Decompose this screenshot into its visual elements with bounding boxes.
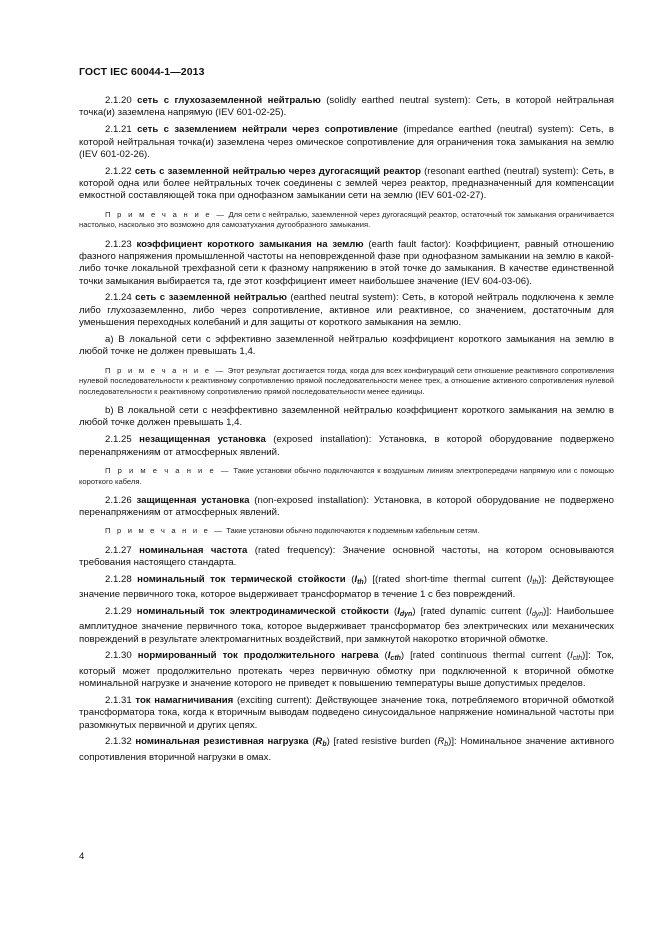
- page-number: 4: [79, 851, 85, 862]
- english-term: [rated dynamic current (: [420, 605, 530, 617]
- english-term-end: )]:: [538, 573, 547, 585]
- definition-paragraph: [79, 495, 614, 520]
- definition-text: Номинальное значение активного сопротивления вторичной нагрузки в омах.: [79, 736, 615, 763]
- definition-paragraph: 2.1.28 номинальный ток термической стойкости $(I_{th})$ [(rated short-time thermal current $(I_{th})$]: Действующее значение первичного тока, которое выдерживает трансформатор в течение 1 с без повреждений.: [79, 573, 614, 601]
- english-term: (resonant earthed (neutral) system):: [424, 165, 579, 177]
- term-name: сеть с глухозаземленной нейтралью: [137, 95, 321, 106]
- term-symbol: [354, 574, 363, 585]
- clause-number: 2.1.30: [105, 650, 132, 662]
- definition-text: Сеть, в которой нейтраль подключена к земле либо глухозаземленно, либо через сопротивление, активное или реактивное, со значением, достаточным для уменьшения переходных колебаний и для защиты от короткого замыкания на землю.: [79, 292, 614, 329]
- english-term: (exciting current):: [236, 694, 313, 706]
- list-item-paragraph: [79, 405, 614, 430]
- symbol-letter: I: [529, 573, 533, 585]
- note-paragraph: [79, 466, 614, 487]
- symbol-subscript: dyn: [531, 610, 544, 618]
- term-name: незащищенная установка: [139, 434, 266, 446]
- english-symbol: [529, 606, 543, 617]
- english-symbol: [570, 650, 582, 661]
- english-term: [(rated short-time thermal current (: [372, 573, 530, 585]
- symbol-subscript: cth: [572, 655, 583, 663]
- note-label: П р и м е ч а н и е —: [105, 209, 227, 219]
- definition-text: Ток, который может продолжительно протекать через первичную обмотку при подключенной к вторичной обмотке номинальной нагрузке и значение которого не приведет к повышению температуры выше допустимых пределов.: [79, 650, 614, 690]
- document-header: ГОСТ IEC 60044-1—2013: [79, 66, 205, 78]
- definition-text: Действующее значение тока, потребляемого вторичной обмоткой трансформатора тока, когда к вторичным выводам подведено синусоидальное напряжение номинальной частоты при разомкнутых первичной и других цепях.: [79, 694, 615, 731]
- symbol-subscript: dyn: [399, 610, 413, 618]
- document-body: [79, 95, 614, 768]
- term-name: сеть с заземлением нейтрали через сопротивление: [137, 124, 398, 136]
- clause-number: 2.1.25: [105, 434, 132, 446]
- clause-number: 2.1.29: [105, 605, 132, 617]
- english-term: (solidly earthed neutral system):: [326, 95, 471, 106]
- symbol-subscript: b: [322, 741, 327, 749]
- definition-paragraph: [79, 239, 614, 289]
- term-name: номинальная частота: [139, 544, 248, 556]
- definition-paragraph: 2.1.32 номинальная резистивная нагрузка $(R_b)$ [rated resistive burden $(R_b)$]: Номинальное значение активного сопротивления вторичной нагрузки в омах.: [79, 736, 615, 763]
- note-text: Для сети с нейтралью, заземленной через дугогасящий реактор, остаточный ток замыкания ограничивается настолько, насколько это возможно для самозатухания дугообразного замыкания.: [79, 209, 614, 230]
- symbol-letter: I: [354, 573, 358, 585]
- term-name: сеть с заземленной нейтралью: [135, 292, 287, 304]
- symbol-letter: I: [570, 650, 573, 662]
- symbol-letter: R: [437, 736, 445, 748]
- definition-paragraph: [79, 695, 614, 732]
- clause-number: 2.1.23: [105, 238, 132, 250]
- clause-number: 2.1.24: [105, 292, 132, 304]
- definition-text: Наибольшее амплитудное значение первичного тока, которое выдерживает трансформатор без электрических или механических повреждений в результате электромагнитных воздействий, при замкнутой накоротко вторичной обмотке.: [79, 605, 615, 645]
- english-term-end: )]:: [543, 605, 552, 617]
- english-term: (earth fault factor):: [368, 238, 451, 250]
- term-symbol: [388, 650, 401, 661]
- english-term: [rated continuous thermal current (: [410, 650, 571, 662]
- definition-text: Коэффициент, равный отношению фазного напряжения промышленной частоты на неповрежденной фазе при однофазном замыкании на землю в какой-либо точке локальной трехфазной сети к фазному напряжению в этой точке до замыкания. В качестве единственной точки замыкания выбирается та, где этот коэффициент имеет наибольшее значение (IEV 604-03-06).: [79, 238, 614, 287]
- clause-number: 2.1.28: [105, 573, 132, 585]
- clause-number: 2.1.31: [105, 694, 132, 706]
- list-item-text: a) В локальной сети с эффективно заземленной нейтралью коэффициент короткого замыкания на землю в любой точке не должен превышать 1,4.: [79, 333, 614, 358]
- term-name: сеть с заземленной нейтралью через дугогасящий реактор: [134, 165, 421, 177]
- term-name: коэффициент короткого замыкания на землю: [136, 238, 364, 250]
- english-term: [rated resistive burden (: [333, 736, 438, 748]
- note-paragraph: [79, 526, 614, 537]
- note-paragraph: [79, 210, 614, 231]
- note-label: П р и м е ч а н и е —: [105, 526, 225, 536]
- clause-number: 2.1.21: [105, 124, 132, 136]
- english-term: (rated frequency):: [254, 544, 336, 556]
- definition-text: Значение основной частоты, на котором основываются требования настоящего стандарта.: [79, 544, 614, 568]
- definition-text: Сеть, в которой нейтральная точка(и) заземлена через омическое сопротивление для ограничения тока замыкания на землю (IEV 601-02-26).: [79, 124, 614, 160]
- term-symbol: [397, 606, 412, 617]
- note-text: Этот результат достигается тогда, когда для всех конфигураций сети отношение реактивного сопротивления нулевой последовательности к реактивному сопротивлению прямой последовательности менее трех, а отношение активного сопротивления нулевой последовательности к реактивному сопротивлению прямой последовательности менее единицы.: [79, 365, 614, 396]
- english-term-end: )]:: [448, 736, 457, 748]
- symbol-letter: I: [387, 650, 391, 662]
- clause-number: 2.1.22: [105, 165, 132, 177]
- definition-text: Сеть, в которой одна или более нейтральных точек соединены с землей через реактор, предназначенный для компенсации емкостной составляющей тока при однофазном замыкании сети на землю (IEV 601-02-27).: [79, 165, 614, 202]
- definition-paragraph: [79, 166, 614, 203]
- term-name: номинальный ток термической стойкости: [137, 573, 346, 585]
- english-symbol: [530, 574, 539, 585]
- definition-paragraph: [79, 292, 614, 329]
- list-item-text: b) В локальной сети с неэффективно заземленной нейтралью коэффициент короткого замыкания на землю в любой точке должен превышать 1,4.: [79, 405, 614, 429]
- definition-paragraph: [79, 434, 614, 459]
- definition-paragraph: 2.1.29 номинальный ток электродинамической стойкости $(I_{dyn})$ [rated dynamic current $(I_{dyn})$]: Наибольшее амплитудное значение первичного тока, которое выдерживает трансформатор без электрических или механических повреждений в результате электромагнитных воздействий, при замкнутой накоротко вторичной обмотке.: [79, 605, 615, 645]
- definition-text: Установка, в которой оборудование подвержено перенапряжениям от атмосферных явлений.: [79, 434, 614, 458]
- definition-paragraph: [79, 545, 614, 570]
- term-name: защищенная установка: [136, 494, 250, 506]
- note-paragraph: [79, 366, 614, 398]
- symbol-letter: I: [529, 605, 532, 617]
- symbol-subscript: b: [444, 741, 449, 749]
- note-label: П р и м е ч а н и е —: [105, 365, 226, 375]
- definition-text: Сеть, в которой нейтральная точка(и) заземлена напрямую (IEV 601-02-25).: [79, 95, 614, 119]
- english-term: (exposed installation):: [273, 434, 372, 446]
- clause-number: 2.1.27: [105, 544, 132, 556]
- english-symbol: [437, 736, 448, 747]
- note-text: Такие установки обычно подключаются к воздушным линиям электропередачи напрямую или с помощью короткого кабеля.: [79, 465, 614, 486]
- english-term-end: )]:: [582, 650, 591, 662]
- term-name: нормированный ток продолжительного нагрева: [137, 650, 379, 662]
- list-item-paragraph: [79, 334, 614, 359]
- symbol-letter: R: [315, 736, 323, 748]
- definition-paragraph: 2.1.30 нормированный ток продолжительного нагрева $(I_{cth})$ [rated continuous thermal current $(I_{cth})$]: Ток, который может продолжительно протекать через первичную обмотку при подключенной к вторичной обмотке номинальной нагрузке и значение которого не приведет к повышению температуры выше допустимых пределов.: [79, 650, 614, 690]
- english-term: (non-exposed installation):: [254, 494, 369, 506]
- clause-number: 2.1.26: [105, 494, 132, 506]
- english-term: (impedance earthed (neutral) system):: [403, 124, 575, 136]
- term-name: номинальная резистивная нагрузка: [135, 736, 309, 748]
- english-term: (earthed neutral system):: [290, 292, 399, 304]
- note-label: П р и м е ч а н и е —: [105, 465, 231, 475]
- definition-paragraph: [79, 95, 614, 120]
- symbol-subscript: th: [532, 578, 539, 586]
- symbol-subscript: cth: [390, 655, 401, 663]
- symbol-letter: I: [397, 605, 400, 617]
- definition-paragraph: [79, 124, 614, 161]
- symbol-subscript: th: [357, 578, 364, 586]
- term-name: ток намагничивания: [135, 694, 234, 706]
- term-name: номинальный ток электродинамической стойкости: [136, 605, 389, 617]
- note-text: Такие установки обычно подключаются к подземным кабельным сетям.: [226, 526, 480, 536]
- term-symbol: [315, 736, 326, 747]
- clause-number: 2.1.20: [105, 95, 132, 106]
- definition-text: Действующее значение первичного тока, которое выдерживает трансформатор в течение 1 с без повреждений.: [79, 573, 614, 601]
- definition-text: Установка, в которой оборудование не подвержено перенапряжениям от атмосферных явлений.: [79, 494, 614, 519]
- clause-number: 2.1.32: [105, 736, 132, 748]
